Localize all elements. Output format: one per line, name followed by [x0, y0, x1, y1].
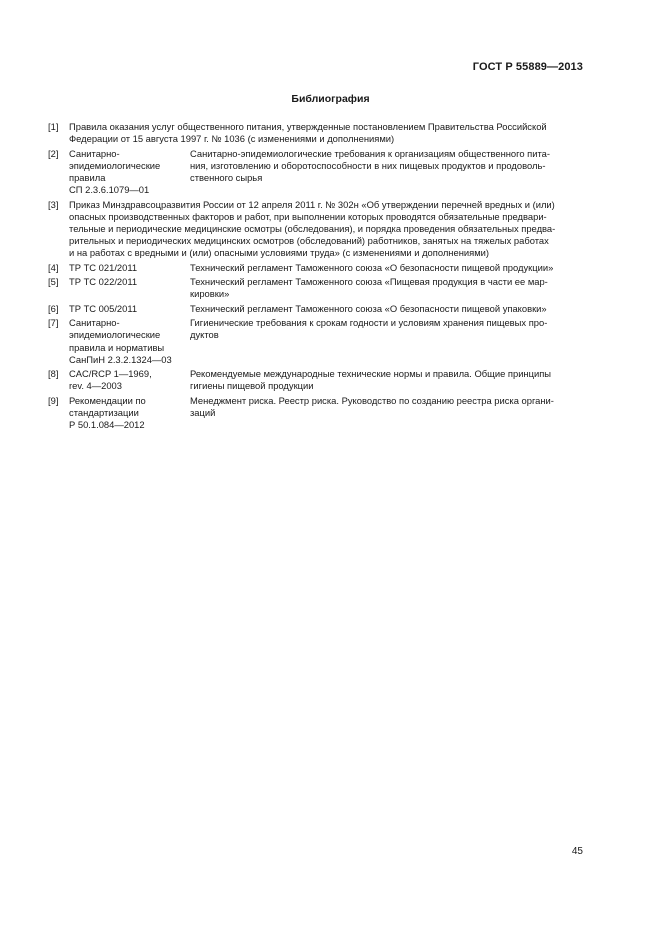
entry-number: [8]	[48, 368, 59, 380]
bibliography-entry	[48, 276, 583, 300]
page-title: Библиография	[291, 93, 370, 105]
bibliography-entry	[48, 148, 583, 197]
page-number: 45	[571, 846, 583, 857]
entry-description	[190, 303, 583, 315]
bibliography-entry	[48, 395, 583, 432]
description-line: Гигиенические требования к срокам годности и условиям хранения пищевых про-	[190, 317, 548, 329]
description-line: Правила оказания услуг общественного питания, утвержденные постановлением Правительства Российской	[69, 121, 547, 132]
description-line: Федерации от 15 августа 1997 г. № 1036 (с изменениями и дополнениями)	[69, 133, 395, 145]
reference-code-line: эпидемиологические	[69, 159, 161, 171]
bibliography-entry	[48, 262, 583, 274]
reference-code-line: Санитарно-	[69, 147, 120, 159]
reference-code-line: СП 2.3.6.1079—01	[69, 184, 150, 196]
reference-code-line: Р 50.1.084—2012	[69, 419, 145, 431]
description-line: дуктов	[190, 329, 219, 341]
entry-description	[190, 148, 583, 197]
reference-code-line: Рекомендации по	[69, 394, 146, 406]
entry-reference-code	[69, 395, 190, 432]
reference-code-line: Санитарно-	[69, 317, 120, 329]
document-code: ГОСТ Р 55889—2013	[472, 61, 583, 73]
description-line: ственного сырья	[190, 172, 263, 183]
entry-number: [4]	[48, 261, 59, 273]
description-line: гигиены пищевой продукции	[190, 380, 314, 392]
bibliography-entry	[48, 199, 583, 260]
entry-number: [2]	[48, 147, 59, 159]
description-line: заций	[190, 406, 216, 418]
reference-code-line: правила и нормативы	[69, 341, 165, 353]
description-line: опасных производственных факторов и работ, при выполнении которых проводятся обязательные предвари-	[69, 210, 547, 222]
bibliography-list	[48, 121, 583, 434]
description-line: ния, изготовлению и оборотоспособности в них пищевых продуктов и продоволь-	[190, 159, 546, 171]
reference-code-line: ТР ТС 022/2011	[69, 276, 138, 288]
entry-reference-code	[69, 262, 190, 274]
entry-reference-code	[69, 368, 190, 392]
reference-code-line: стандартизации	[69, 406, 139, 418]
description-line: Рекомендуемые международные технические нормы и правила. Общие принципы	[190, 368, 552, 380]
bibliography-entry	[48, 368, 583, 392]
description-line: Санитарно-эпидемиологические требования к организациям общественного пита-	[190, 147, 551, 159]
description-line: тельные и периодические медицинские осмотры (обследования), и порядка проведения обязательных предва-	[69, 223, 556, 234]
entry-description	[69, 199, 583, 260]
reference-code-line: правила	[69, 172, 106, 183]
bibliography-entry	[48, 317, 583, 366]
entry-description	[190, 262, 583, 274]
reference-code-line: CAC/RCP 1—1969,	[69, 368, 152, 380]
entry-description	[190, 395, 583, 432]
description-line: Менеджмент риска. Реестр риска. Руководство по созданию реестра риска органи-	[190, 394, 554, 406]
description-line: Технический регламент Таможенного союза «О безопасности пищевой упаковки»	[190, 302, 547, 314]
description-line: Технический регламент Таможенного союза «О безопасности пищевой продукции»	[190, 261, 554, 273]
entry-reference-code	[69, 303, 190, 315]
entry-description	[190, 276, 583, 300]
entry-number: [9]	[48, 394, 59, 406]
description-line: кировки»	[190, 288, 230, 300]
entry-reference-code	[69, 276, 190, 300]
entry-description	[190, 317, 583, 366]
reference-code-line: rev. 4—2003	[69, 380, 122, 392]
entry-number: [1]	[48, 121, 59, 132]
description-line: и на работах с вредными и (или) опасными условиями труда» (с изменениями и дополнениями)	[69, 247, 489, 259]
entry-reference-code	[69, 317, 190, 366]
entry-number: [5]	[48, 276, 59, 288]
reference-code-line: ТР ТС 005/2011	[69, 302, 138, 314]
bibliography-entry	[48, 303, 583, 315]
entry-number: [7]	[48, 317, 59, 329]
entry-description	[190, 368, 583, 392]
entry-number: [3]	[48, 198, 59, 210]
description-line: Технический регламент Таможенного союза «Пищевая продукция в части ее мар-	[190, 276, 548, 288]
description-line: Приказ Минздравсоцразвития России от 12 апреля 2011 г. № 302н «Об утверждении перечней вредных и (или)	[69, 198, 555, 210]
reference-code-line: эпидемиологические	[69, 329, 161, 341]
entry-reference-code	[69, 148, 190, 197]
reference-code-line: СанПиН 2.3.2.1324—03	[69, 353, 172, 365]
reference-code-line: ТР ТС 021/2011	[69, 261, 138, 273]
description-line: рительных и периодических медицинских осмотров (обследований) работников, занятых на тяжелых работах	[69, 235, 549, 247]
entry-description	[69, 121, 583, 145]
entry-number: [6]	[48, 302, 59, 314]
bibliography-entry	[48, 121, 583, 145]
